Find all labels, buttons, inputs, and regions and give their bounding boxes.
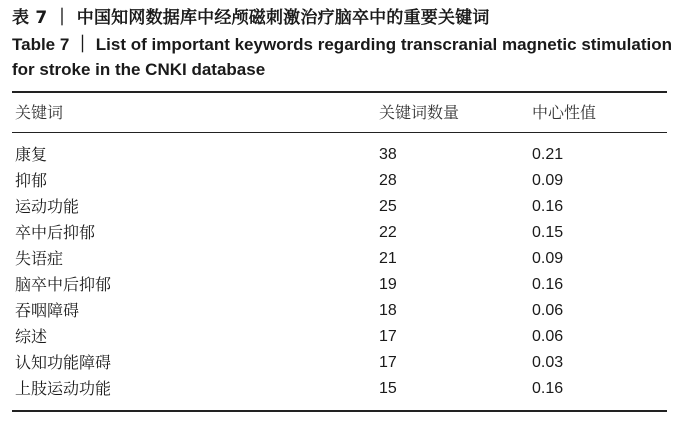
centrality-cell: 0.06 xyxy=(532,328,564,345)
table-body xyxy=(12,142,667,402)
centrality-cell: 0.15 xyxy=(532,224,564,241)
keyword-cell: 运动功能 xyxy=(15,197,80,216)
centrality-cell: 0.06 xyxy=(532,302,564,319)
table-bottom-rule xyxy=(12,410,667,412)
centrality-cell: 0.16 xyxy=(532,276,564,293)
count-cell: 28 xyxy=(379,172,397,189)
table-row xyxy=(12,298,667,324)
count-cell: 19 xyxy=(379,276,397,293)
centrality-cell: 0.21 xyxy=(532,146,564,163)
caption-english: Table 7 ｜ List of important keywords regarding transcranial magnetic stimulation for stroke in the CNKI database xyxy=(12,35,672,79)
table-row xyxy=(12,324,667,350)
table-row xyxy=(12,272,667,298)
count-cell: 38 xyxy=(379,146,397,163)
header-count: 关键词数量 xyxy=(379,103,460,122)
table-row xyxy=(12,168,667,194)
table-row xyxy=(12,246,667,272)
table-row xyxy=(12,194,667,220)
keyword-cell: 失语症 xyxy=(15,249,64,268)
caption-chinese: 表 7 ｜ 中国知网数据库中经颅磁刺激治疗脑卒中的重要关键词 xyxy=(12,8,490,28)
keyword-cell: 卒中后抑郁 xyxy=(15,223,96,242)
centrality-cell: 0.03 xyxy=(532,354,564,371)
keyword-cell: 认知功能障碍 xyxy=(15,353,112,372)
keyword-cell: 上肢运动功能 xyxy=(15,379,112,398)
table-row xyxy=(12,220,667,246)
header-centrality: 中心性值 xyxy=(532,103,597,122)
count-cell: 22 xyxy=(379,224,397,241)
keyword-cell: 脑卒中后抑郁 xyxy=(15,275,112,294)
table-caption xyxy=(12,6,680,82)
keyword-cell: 综述 xyxy=(15,327,48,346)
table-header-row xyxy=(12,100,667,126)
table-row xyxy=(12,376,667,402)
centrality-cell: 0.09 xyxy=(532,172,564,189)
centrality-cell: 0.16 xyxy=(532,380,564,397)
count-cell: 17 xyxy=(379,354,397,371)
table-top-rule xyxy=(12,91,667,93)
centrality-cell: 0.09 xyxy=(532,250,564,267)
table-row xyxy=(12,350,667,376)
count-cell: 25 xyxy=(379,198,397,215)
count-cell: 17 xyxy=(379,328,397,345)
table-header-rule xyxy=(12,132,667,133)
count-cell: 15 xyxy=(379,380,397,397)
table-row xyxy=(12,142,667,168)
keyword-cell: 康复 xyxy=(15,145,48,164)
keyword-cell: 抑郁 xyxy=(15,171,48,190)
count-cell: 18 xyxy=(379,302,397,319)
centrality-cell: 0.16 xyxy=(532,198,564,215)
keyword-cell: 吞咽障碍 xyxy=(15,301,80,320)
count-cell: 21 xyxy=(379,250,397,267)
header-keyword: 关键词 xyxy=(15,103,64,122)
